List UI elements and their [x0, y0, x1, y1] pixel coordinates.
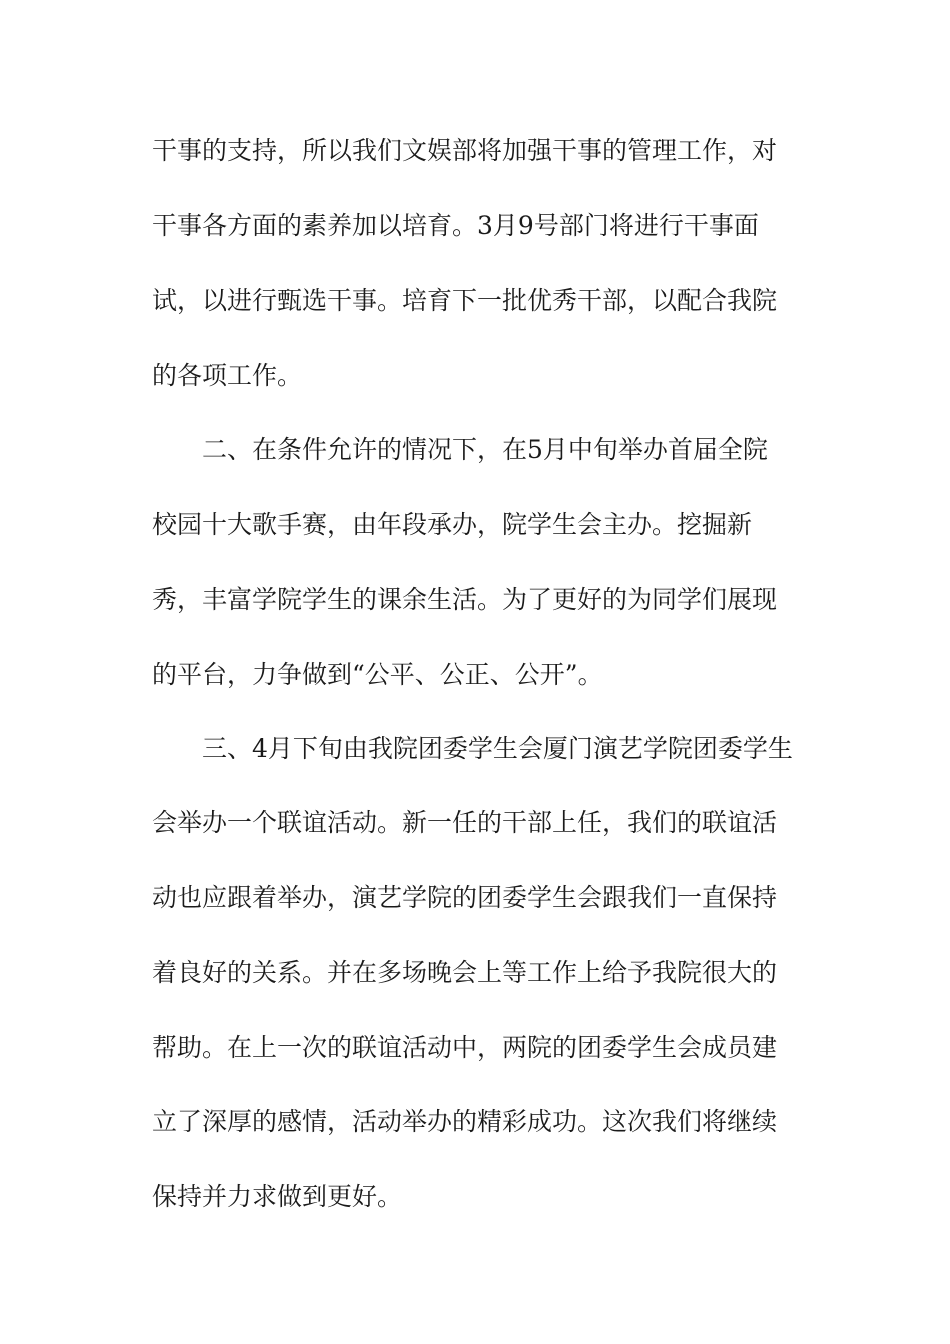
text-line: 帮助。在上一次的联谊活动中，两院的团委学生会成员建: [152, 1033, 778, 1062]
text-line: 着良好的关系。并在多场晚会上等工作上给予我院很大的: [152, 958, 778, 987]
text-line: 保持并力求做到更好。: [152, 1182, 403, 1211]
text-line: 立了深厚的感情，活动举办的精彩成功。这次我们将继续: [152, 1107, 778, 1136]
text-line: 会举办一个联谊活动。新一任的干部上任，我们的联谊活: [152, 808, 778, 837]
text-line: 干事各方面的素养加以培育。3月9号部门将进行干事面: [152, 211, 759, 240]
text-line: 的各项工作。: [152, 361, 303, 390]
paragraph-start-line: 三、4月下旬由我院团委学生会厦门演艺学院团委学生: [202, 734, 793, 763]
text-line: 校园十大歌手赛，由年段承办，院学生会主办。挖掘新: [152, 510, 753, 539]
text-line: 秀，丰富学院学生的课余生活。为了更好的为同学们展现: [152, 585, 778, 614]
paragraph-start-line: 二、在条件允许的情况下，在5月中旬举办首届全院: [202, 435, 768, 464]
text-line: 动也应跟着举办，演艺学院的团委学生会跟我们一直保持: [152, 883, 778, 912]
text-line: 试，以进行甄选干事。培育下一批优秀干部，以配合我院: [152, 286, 778, 315]
text-line: 的平台，力争做到“公平、公正、公开”。: [152, 660, 603, 689]
text-line: 干事的支持，所以我们文娱部将加强干事的管理工作，对: [152, 136, 778, 165]
